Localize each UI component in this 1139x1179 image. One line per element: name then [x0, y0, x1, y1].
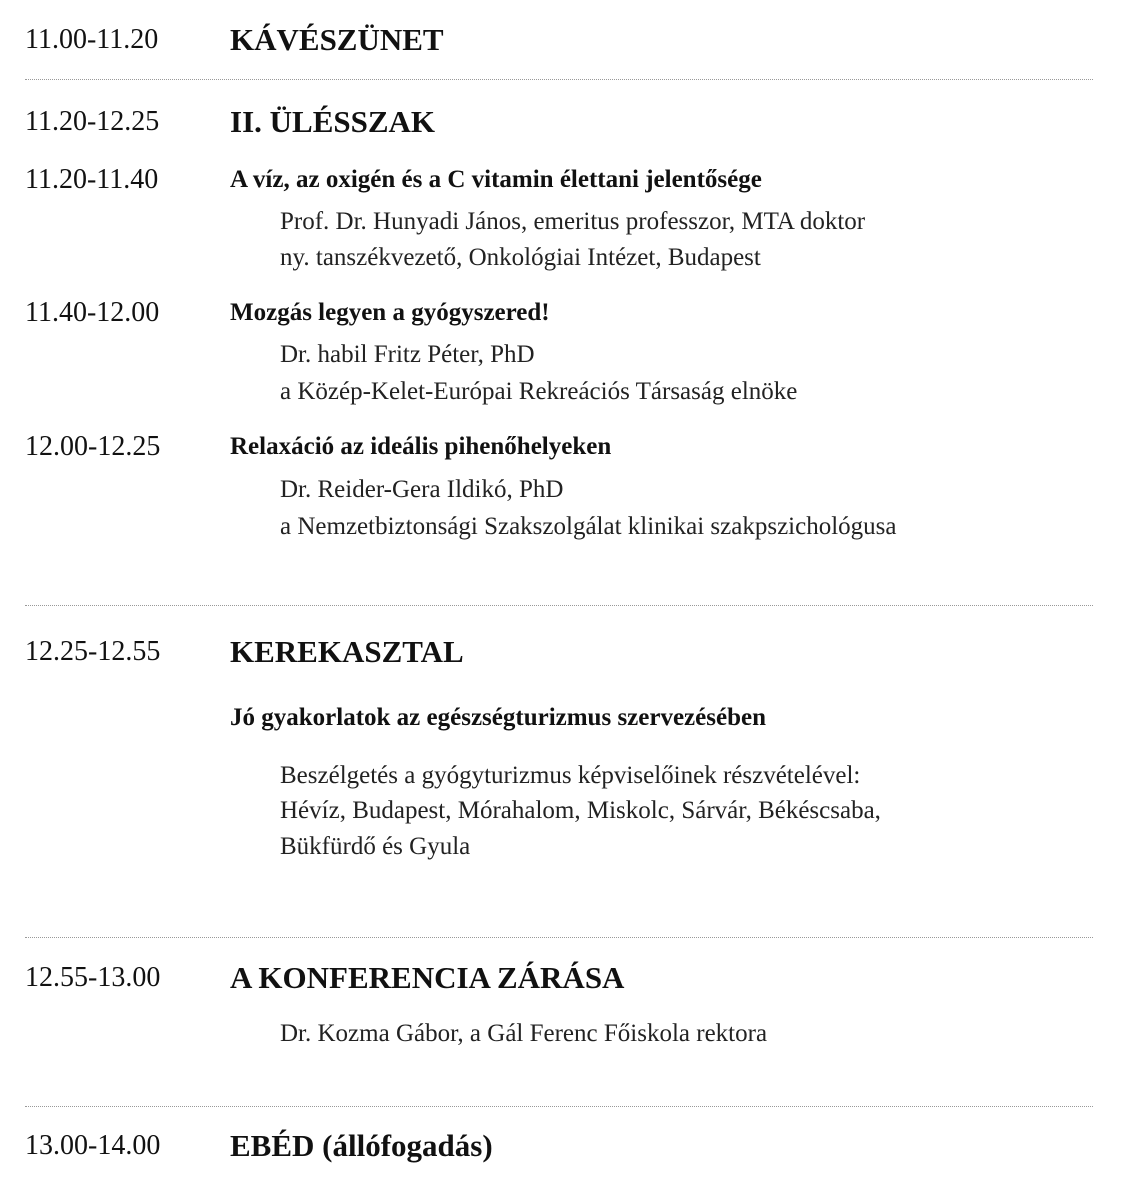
speaker-line: a Közép-Kelet-Európai Rekreációs Társaság elnöke — [280, 378, 798, 405]
time-slot: 11.20-11.40 — [25, 164, 159, 195]
time-slot: 11.40-12.00 — [25, 297, 160, 328]
section-heading: EBÉD (állófogadás) — [230, 1128, 493, 1163]
speaker-line: a Nemzetbiztonsági Szakszolgálat klinikai szakpszichológusa — [280, 513, 897, 540]
time-slot: 11.00-11.20 — [25, 24, 159, 55]
section-heading: KEREKASZTAL — [230, 634, 464, 669]
section-heading: A KONFERENCIA ZÁRÁSA — [230, 960, 625, 995]
section-heading: II. ÜLÉSSZAK — [230, 104, 436, 139]
divider — [25, 1106, 1093, 1107]
divider — [25, 79, 1093, 80]
time-slot: 12.00-12.25 — [25, 431, 161, 462]
time-slot: 12.55-13.00 — [25, 962, 161, 993]
talk-title: Relaxáció az ideális pihenőhelyeken — [230, 433, 612, 460]
speaker-line: Dr. Reider-Gera Ildikó, PhD — [280, 476, 564, 503]
speaker-line: Dr. Kozma Gábor, a Gál Ferenc Főiskola rektora — [280, 1020, 768, 1047]
description-line: Bükfürdő és Gyula — [280, 833, 471, 860]
speaker-line: ny. tanszékvezető, Onkológiai Intézet, Budapest — [280, 244, 761, 271]
section-heading: KÁVÉSZÜNET — [230, 22, 444, 57]
time-slot: 12.25-12.55 — [25, 636, 161, 667]
time-slot: 11.20-12.25 — [25, 106, 160, 137]
speaker-line: Dr. habil Fritz Péter, PhD — [280, 341, 535, 368]
description-line: Beszélgetés a gyógyturizmus képviselőinek részvételével: — [280, 762, 861, 789]
speaker-line: Prof. Dr. Hunyadi János, emeritus professzor, MTA doktor — [280, 208, 866, 235]
divider — [25, 937, 1093, 938]
talk-title: Mozgás legyen a gyógyszered! — [230, 299, 550, 326]
description-line: Hévíz, Budapest, Mórahalom, Miskolc, Sárvár, Békéscsaba, — [280, 797, 881, 824]
time-slot: 13.00-14.00 — [25, 1130, 161, 1161]
talk-title: A víz, az oxigén és a C vitamin élettani jelentősége — [230, 166, 762, 193]
roundtable-subtitle: Jó gyakorlatok az egészségturizmus szervezésében — [230, 704, 766, 731]
divider — [25, 605, 1093, 606]
